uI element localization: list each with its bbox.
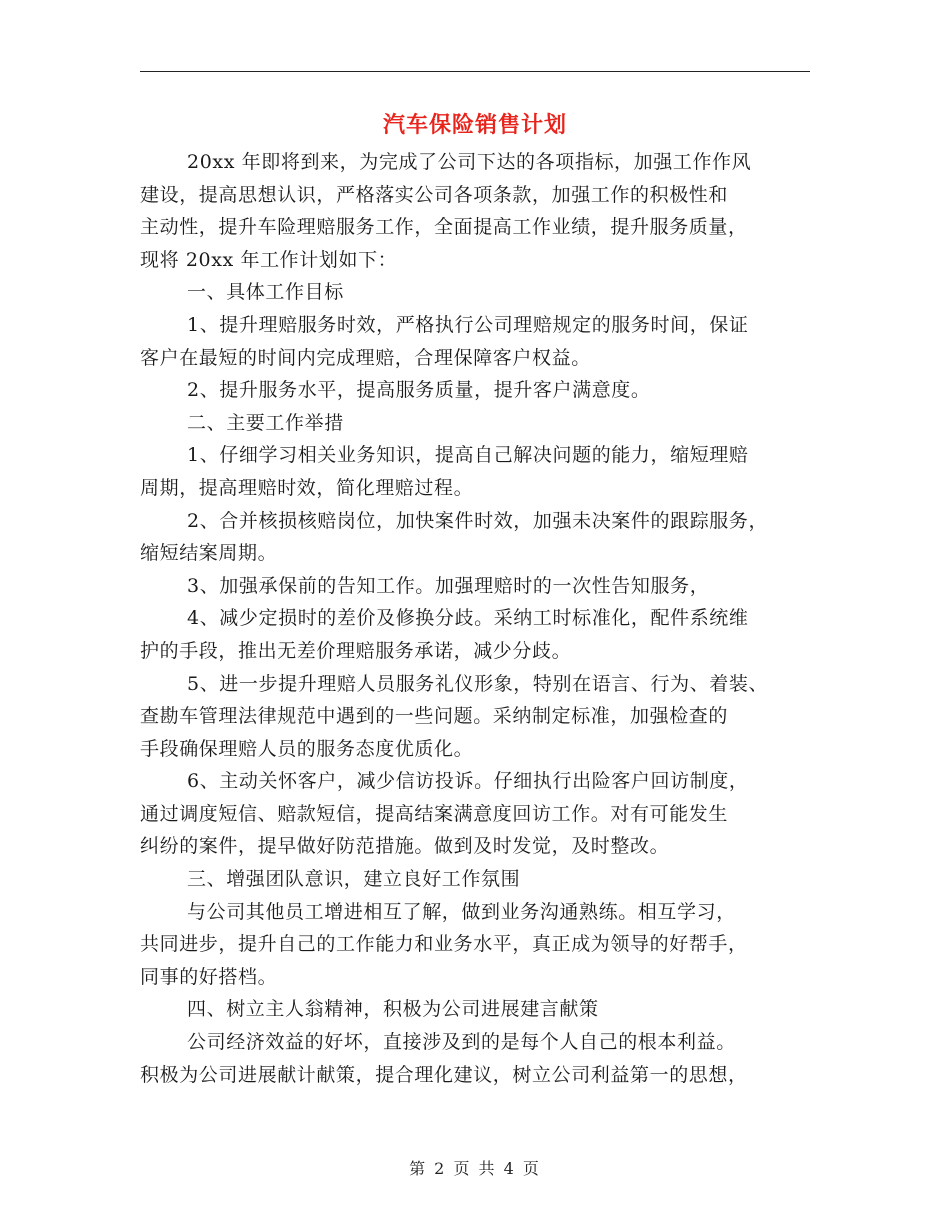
text-line: 四、树立主人翁精神，积极为公司进展建言献策 [187, 998, 599, 1021]
text-line: 与公司其他员工增进相互了解，做到业务沟通熟练。相互学习， [187, 900, 736, 923]
text-line: 2、合并核损核赔岗位，加快案件时效，加强未决案件的跟踪服务， [187, 509, 769, 532]
paragraph [140, 505, 812, 570]
text-line: 同事的好搭档。 [140, 965, 278, 988]
document-body [140, 146, 812, 1091]
paragraph [140, 374, 812, 407]
paragraph [140, 1026, 812, 1091]
paragraph [140, 309, 812, 374]
paragraph [140, 439, 812, 504]
text-line: 一、具体工作目标 [187, 281, 344, 304]
header-rule [140, 71, 810, 72]
paragraph [140, 668, 812, 766]
text-line: 周期，提高理赔时效，简化理赔过程。 [140, 476, 474, 499]
text-line: 公司经济效益的好坏，直接涉及到的是每个人自己的根本利益。 [187, 1031, 736, 1054]
paragraph [140, 863, 812, 896]
text-line: 1、提升理赔服务时效，严格执行公司理赔规定的服务时间，保证 [187, 313, 749, 336]
text-line: 主动性，提升车险理赔服务工作，全面提高工作业绩，提升服务质量， [140, 216, 748, 239]
text-line: 建设，提高思想认识，严格落实公司各项条款，加强工作的积极性和 [140, 183, 729, 206]
page-number: 第 2 页 共 4 页 [409, 1159, 541, 1178]
paragraph [140, 276, 812, 309]
text-line: 1、仔细学习相关业务知识，提高自己解决问题的能力，缩短理赔 [187, 444, 749, 467]
text-line: 4、减少定损时的差价及修换分歧。采纳工时标准化，配件系统维 [187, 607, 749, 630]
text-line: 查勘车管理法律规范中遇到的一些问题。采纳制定标准，加强检查的 [140, 705, 729, 728]
paragraph [140, 407, 812, 440]
paragraph [140, 146, 812, 276]
text-line: 客户在最短的时间内完成理赔，合理保障客户权益。 [140, 346, 591, 369]
text-line: 20xx 年即将到来，为完成了公司下达的各项指标，加强工作作风 [187, 151, 752, 173]
text-line: 手段确保理赔人员的服务态度优质化。 [140, 737, 474, 760]
text-line: 三、增强团队意识，建立良好工作氛围 [187, 868, 521, 891]
text-line: 现将 20xx 年工作计划如下： [140, 248, 398, 271]
text-line: 共同进步，提升自己的工作能力和业务水平，真正成为领导的好帮手， [140, 933, 748, 956]
text-line: 积极为公司进展献计献策，提合理化建议，树立公司利益第一的思想， [140, 1063, 748, 1086]
paragraph [140, 765, 812, 863]
paragraph [140, 896, 812, 994]
text-line: 3、加强承保前的告知工作。加强理赔时的一次性告知服务， [187, 574, 710, 597]
paragraph [140, 570, 812, 603]
paragraph [140, 993, 812, 1026]
text-line: 二、主要工作举措 [187, 411, 344, 434]
text-line: 缩短结案周期。 [140, 542, 278, 565]
text-line: 护的手段，推出无差价理赔服务承诺，减少分歧。 [140, 639, 572, 662]
text-line: 2、提升服务水平，提高服务质量，提升客户满意度。 [187, 379, 651, 402]
text-line: 纠纷的案件，提早做好防范措施。做到及时发觉，及时整改。 [140, 835, 670, 858]
text-line: 5、进一步提升理赔人员服务礼仪形象，特别在语言、行为、着装、 [187, 672, 769, 695]
document-title: 汽车保险销售计划 [382, 113, 567, 138]
paragraph [140, 602, 812, 667]
text-line: 6、主动关怀客户，减少信访投诉。仔细执行出险客户回访制度， [187, 770, 749, 793]
text-line: 通过调度短信、赔款短信，提高结案满意度回访工作。对有可能发生 [140, 802, 729, 825]
